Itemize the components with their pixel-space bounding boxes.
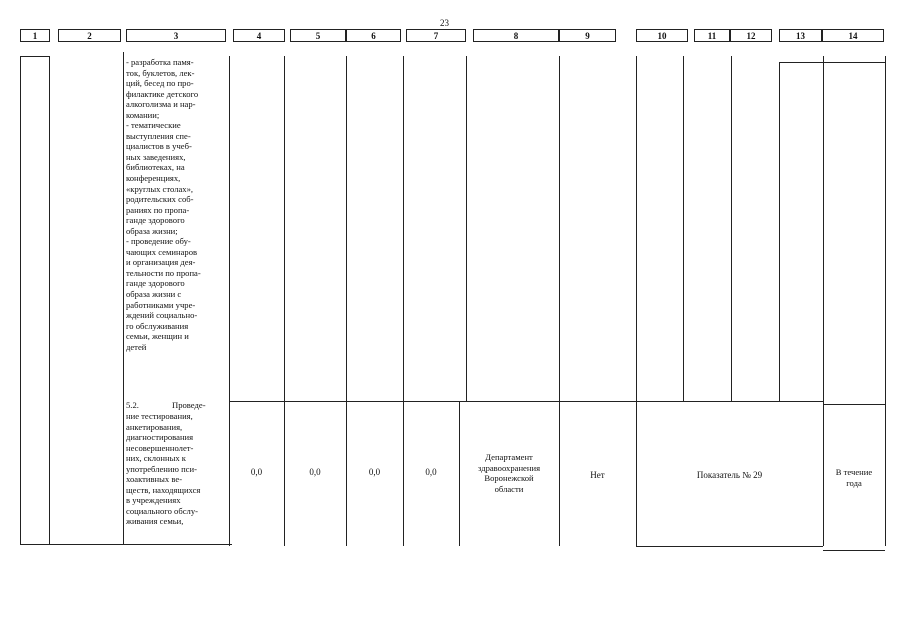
grid-line xyxy=(49,56,50,544)
col-header-1: 1 xyxy=(20,29,50,42)
row2-col4-value: 0,0 xyxy=(250,467,263,477)
col-header-12: 12 xyxy=(730,29,772,42)
row2-indicator: Показатель № 29 xyxy=(696,470,763,480)
grid-line xyxy=(636,546,823,547)
row2-item-number: 5.2. xyxy=(126,400,139,410)
page-number: 23 xyxy=(440,18,449,28)
col-header-13: 13 xyxy=(779,29,822,42)
grid-line xyxy=(20,56,21,544)
grid-line xyxy=(123,52,124,545)
grid-line xyxy=(823,404,885,405)
row2-executor: Департамент здравоохранения Воронежской области xyxy=(477,452,541,494)
grid-line xyxy=(779,62,885,63)
col-header-4: 4 xyxy=(233,29,285,42)
col-header-9: 9 xyxy=(559,29,616,42)
grid-line xyxy=(683,56,684,401)
grid-line xyxy=(229,401,823,402)
grid-line xyxy=(20,56,49,57)
row2-term: В течение года xyxy=(835,467,873,488)
col-header-5: 5 xyxy=(290,29,346,42)
grid-line xyxy=(823,550,885,551)
row1-measures-text: - разработка памя- ток, буклетов, лек- ций, бесед по про- филактике детского алкоголизма и нар- комании; - тематические выступления спе- циалистов в учеб- ных заведениях, библиотеках, на конференциях, «круглых столах», родительских соб- раниях по пропа- ганде здорового образа жизни; - проведение обу- чающих семинаров и организация дея- тельности по пропа- ганде здорового образа жизни с работниками учре- ждений социально- го обслуживания семьи, женщин и детей xyxy=(126,57,201,352)
grid-line xyxy=(885,56,886,546)
grid-line xyxy=(466,56,467,401)
col-header-2: 2 xyxy=(58,29,121,42)
grid-line xyxy=(779,62,780,401)
col-header-3: 3 xyxy=(126,29,226,42)
grid-line xyxy=(20,544,232,545)
col-header-11: 11 xyxy=(694,29,730,42)
col-header-7: 7 xyxy=(406,29,466,42)
row2-col6-value: 0,0 xyxy=(368,467,381,477)
col-header-6: 6 xyxy=(346,29,401,42)
row2-col9-value: Нет xyxy=(590,470,605,480)
col-header-10: 10 xyxy=(636,29,688,42)
col-header-14: 14 xyxy=(822,29,884,42)
row2-col5-value: 0,0 xyxy=(309,467,321,477)
row2-text-head: Проведе- xyxy=(172,400,206,410)
row2-col7-value: 0,0 xyxy=(425,467,437,477)
grid-line xyxy=(731,56,732,401)
row2-measure-text: ние тестирования, анкетирования, диагностирования несовершеннолет- них, склонных к употреблению пси- хоактивных ве- ществ, находящихся в учреждениях социального обслу- живания семьи, xyxy=(126,411,201,527)
col-header-8: 8 xyxy=(473,29,559,42)
